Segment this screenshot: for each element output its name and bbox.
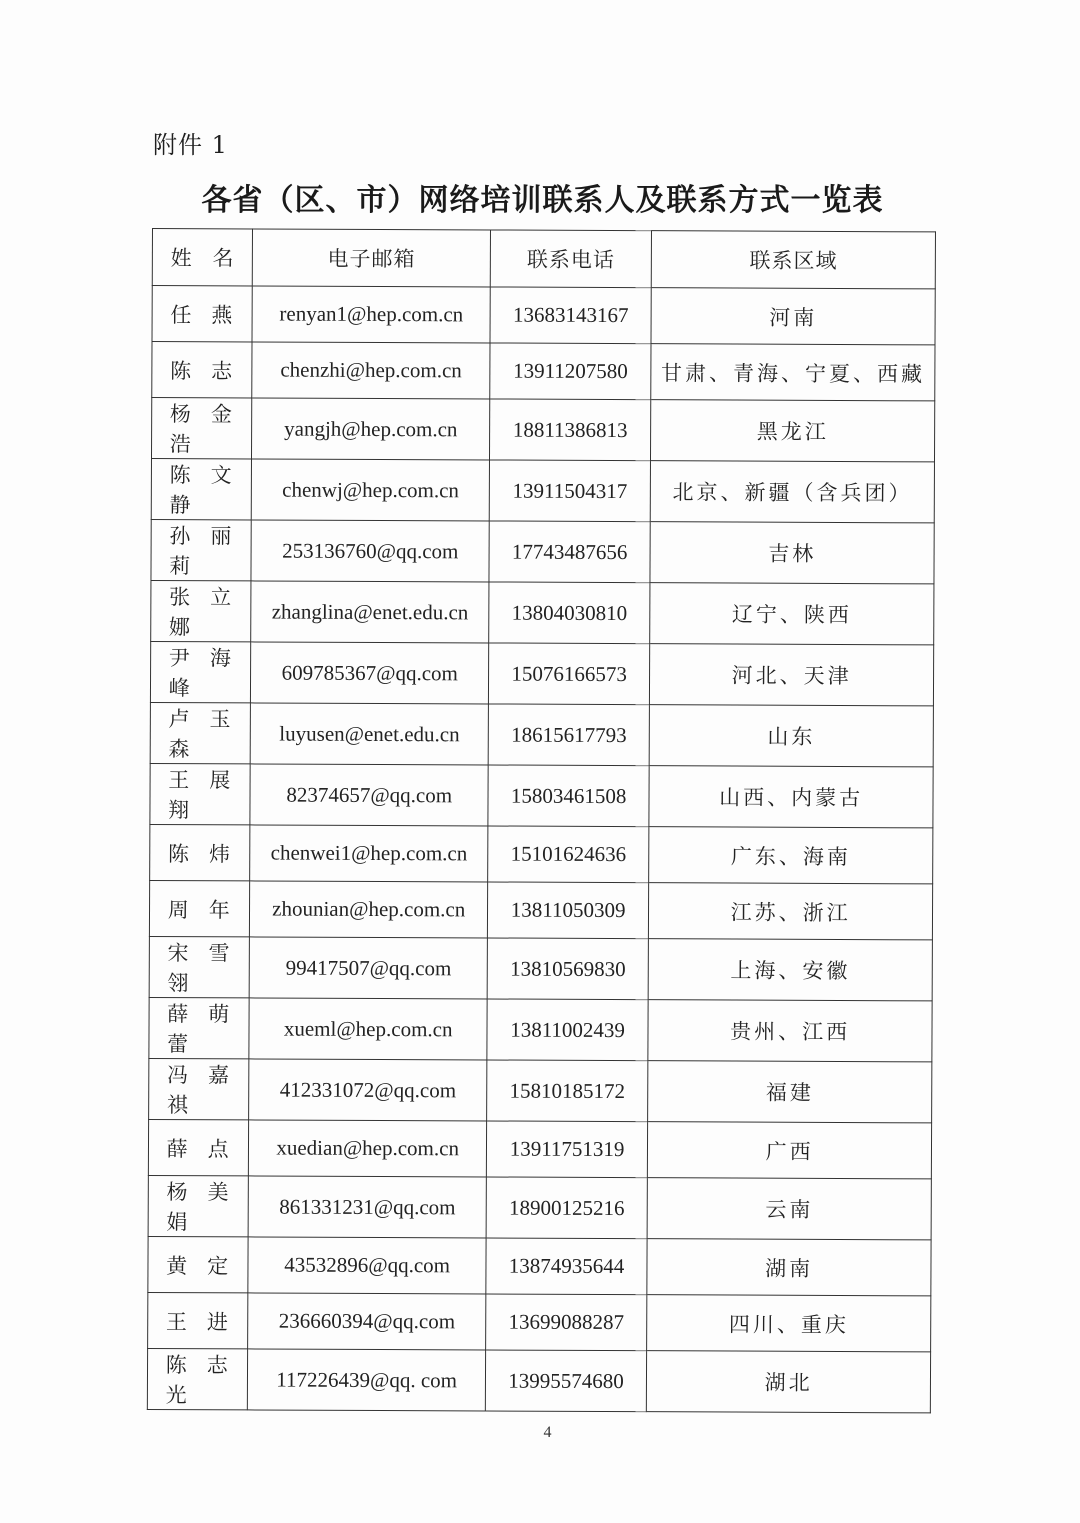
cell-region: 山西、内蒙古 [649, 766, 933, 828]
table-row [150, 763, 933, 827]
attachment-label: 附件 1 [153, 131, 228, 159]
contact-name: 王 进 [165, 1309, 231, 1334]
contact-name: 陈志光 [165, 1353, 230, 1408]
table-row [150, 641, 933, 705]
contact-name: 陈 炜 [167, 841, 233, 866]
cell-email: 43532896@qq.com [248, 1237, 486, 1294]
cell-phone: 13911207580 [490, 343, 652, 400]
contact-name: 宋雪翎 [167, 941, 232, 996]
contact-name: 陈 志 [170, 358, 235, 383]
cell-phone: 13699088287 [486, 1294, 648, 1351]
cell-phone: 17743487656 [489, 521, 651, 583]
cell-region: 上海、安徽 [648, 939, 932, 1001]
cell-region: 江苏、浙江 [649, 883, 933, 940]
cell-name [148, 1236, 249, 1292]
cell-region: 河北、天津 [650, 644, 934, 706]
cell-name [150, 824, 251, 880]
table-row [151, 398, 934, 462]
cell-email: chenzhi@hep.com.cn [252, 342, 490, 399]
contact-name: 杨金浩 [169, 402, 234, 457]
cell-region: 河南 [651, 288, 935, 345]
cell-name [147, 1348, 248, 1409]
cell-phone: 18900125216 [486, 1177, 648, 1239]
contact-name: 周 年 [167, 897, 232, 922]
cell-name [151, 398, 252, 459]
cell-region: 湖北 [647, 1351, 931, 1413]
table-row [147, 1348, 930, 1412]
table-row [148, 1236, 931, 1295]
table-row [152, 286, 935, 345]
cell-email: xuedian@hep.com.cn [249, 1120, 487, 1177]
table-row [148, 1175, 931, 1239]
cell-email: chenwei1@hep.com.cn [250, 825, 488, 882]
contact-name: 黄 定 [166, 1253, 231, 1278]
table-row [149, 880, 932, 939]
table-row [148, 1119, 931, 1178]
cell-name [152, 286, 253, 342]
header-name: 姓 名 [152, 229, 253, 286]
cell-region: 辽宁、陕西 [650, 583, 934, 645]
table-row [151, 519, 934, 583]
cell-phone: 18811386813 [489, 399, 651, 461]
cell-region: 福建 [648, 1061, 932, 1123]
cell-email: zhounian@hep.com.cn [250, 881, 488, 938]
cell-name [150, 763, 251, 824]
cell-region: 甘肃、青海、宁夏、西藏 [651, 344, 935, 401]
page-number: 4 [543, 1424, 552, 1441]
cell-email: luyusen@enet.edu.cn [251, 703, 489, 765]
cell-phone: 13811002439 [487, 999, 649, 1061]
cell-region: 贵州、江西 [648, 1000, 932, 1062]
cell-name [149, 880, 250, 936]
cell-email: 82374657@qq.com [250, 764, 488, 826]
table-row [149, 1058, 932, 1122]
cell-email: xueml@hep.com.cn [249, 998, 487, 1060]
cell-region: 广东、海南 [649, 827, 933, 884]
cell-email: 861331231@qq.com [249, 1176, 487, 1238]
cell-phone: 15803461508 [488, 765, 650, 827]
cell-region: 湖南 [647, 1239, 931, 1296]
cell-phone: 13874935644 [486, 1238, 648, 1295]
contact-name: 尹海峰 [168, 646, 233, 701]
cell-phone: 13811050309 [487, 882, 649, 939]
cell-phone: 13995574680 [485, 1350, 647, 1412]
contact-table [147, 228, 936, 1413]
contact-name: 任 燕 [170, 302, 235, 327]
contact-name: 冯嘉祺 [166, 1063, 232, 1118]
header-email: 电子邮箱 [253, 229, 491, 287]
contact-name: 王展翔 [168, 768, 233, 823]
cell-region: 四川、重庆 [647, 1295, 931, 1352]
cell-email: 117226439@qq. com [248, 1349, 486, 1411]
contact-name: 薛 点 [166, 1136, 231, 1161]
cell-phone: 13683143167 [490, 287, 652, 344]
cell-name [150, 641, 251, 702]
cell-region: 广西 [648, 1122, 932, 1179]
cell-email: chenwj@hep.com.cn [252, 459, 490, 521]
cell-name [150, 702, 251, 763]
cell-name [149, 936, 250, 997]
table-header-row [152, 229, 935, 289]
cell-email: renyan1@hep.com.cn [252, 286, 490, 343]
cell-email: yangjh@hep.com.cn [252, 398, 490, 460]
cell-region: 吉林 [650, 522, 934, 584]
cell-name [148, 1119, 249, 1175]
cell-email: 99417507@qq.com [250, 937, 488, 999]
cell-region: 北京、新疆（含兵团） [651, 461, 935, 523]
header-phone: 联系电话 [490, 230, 652, 288]
cell-phone: 13911504317 [489, 460, 651, 522]
cell-name [149, 997, 250, 1058]
cell-name [149, 1058, 250, 1119]
cell-phone: 15076166573 [488, 643, 650, 705]
cell-email: zhanglina@enet.edu.cn [251, 581, 489, 643]
cell-phone: 15101624636 [488, 826, 650, 883]
cell-phone: 13804030810 [489, 582, 651, 644]
cell-name [151, 459, 252, 520]
document-title: 各省（区、市）网络培训联系人及联系方式一览表 [201, 183, 884, 218]
table-row [150, 702, 933, 766]
cell-name [148, 1175, 249, 1236]
table-row [151, 580, 934, 644]
cell-name [151, 519, 252, 580]
contact-name: 陈文静 [169, 463, 234, 518]
cell-phone: 13810569830 [487, 938, 649, 1000]
table-row [152, 342, 935, 401]
cell-name [152, 342, 253, 398]
table-row [148, 1292, 931, 1351]
cell-name [151, 580, 252, 641]
cell-email: 412331072@qq.com [249, 1059, 487, 1121]
cell-name [148, 1292, 249, 1348]
cell-email: 236660394@qq.com [248, 1293, 486, 1350]
header-region: 联系区域 [652, 231, 936, 289]
contact-name: 孙丽莉 [169, 524, 234, 579]
cell-phone: 15810185172 [487, 1060, 649, 1122]
contact-name: 薛萌蕾 [167, 1002, 232, 1057]
cell-phone: 18615617793 [488, 704, 650, 766]
table-row [150, 824, 933, 883]
cell-email: 609785367@qq.com [251, 642, 489, 704]
table-body [147, 286, 935, 1413]
table-row [149, 997, 932, 1061]
contact-name: 张立娜 [168, 585, 234, 640]
table-row [151, 459, 934, 523]
cell-email: 253136760@qq.com [251, 520, 489, 582]
cell-region: 云南 [647, 1178, 931, 1240]
cell-region: 黑龙江 [651, 400, 935, 462]
contact-name: 杨美娟 [166, 1180, 231, 1235]
table-row [149, 936, 932, 1000]
contact-name: 卢玉森 [168, 707, 233, 762]
cell-phone: 13911751319 [486, 1121, 648, 1178]
cell-region: 山东 [649, 705, 933, 767]
